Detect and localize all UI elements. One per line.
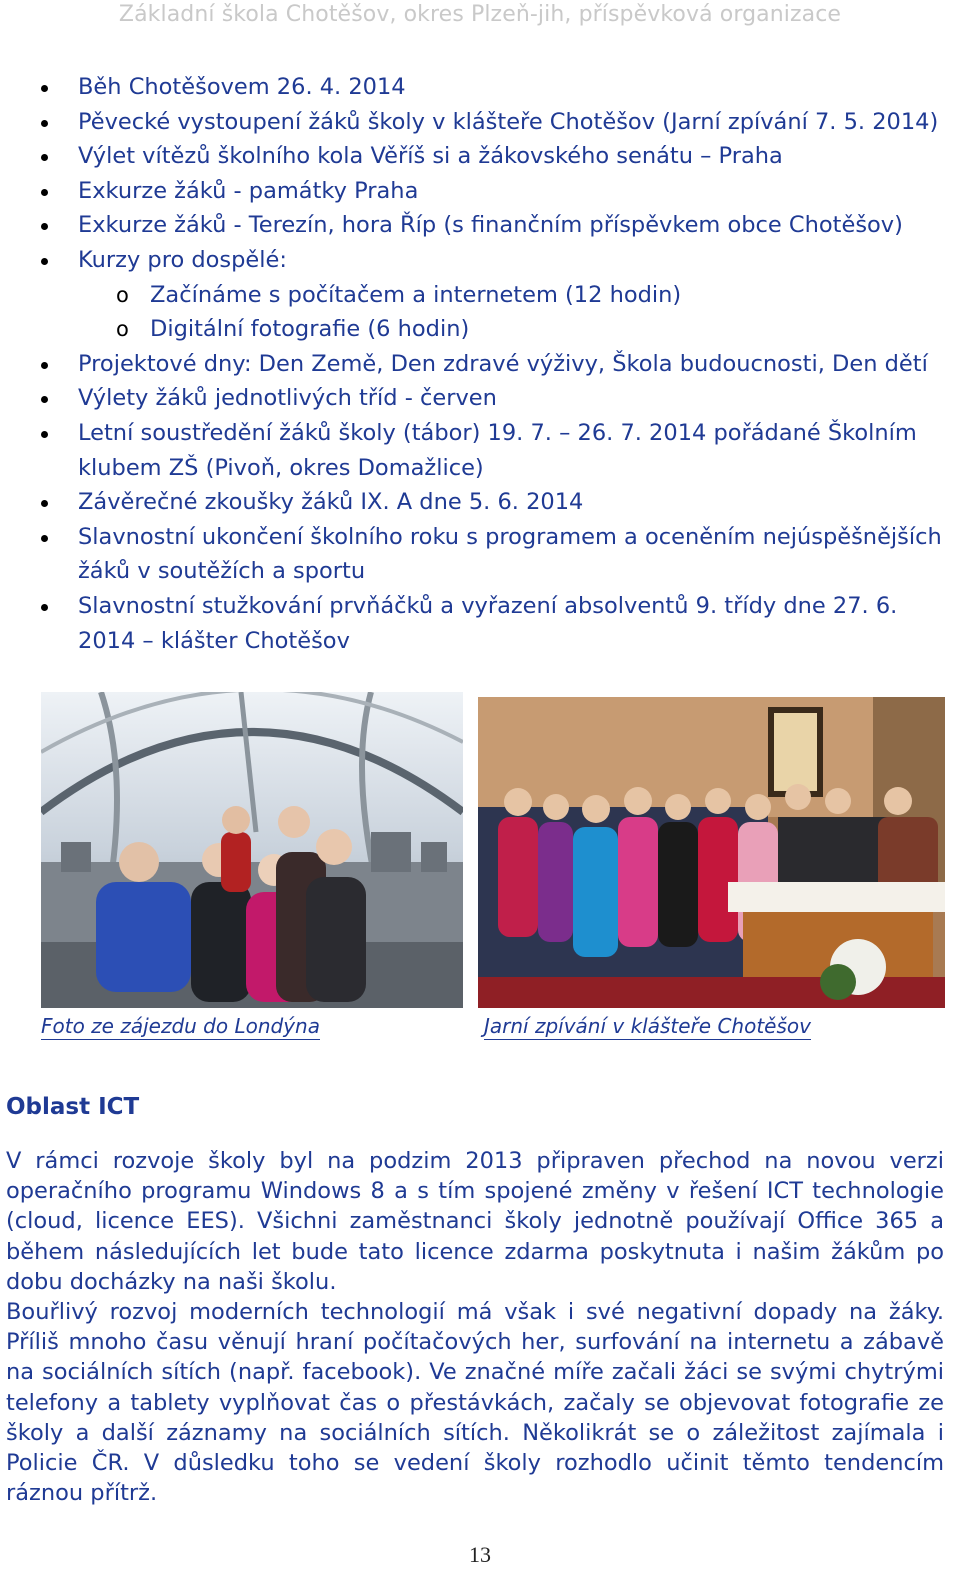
- list-item: Běh Chotěšovem 26. 4. 2014: [0, 70, 960, 105]
- bullet-icon: [41, 362, 48, 369]
- bullet-icon: [41, 431, 48, 438]
- list-item: Výlety žáků jednotlivých tříd - červen: [0, 381, 960, 416]
- london-photo: [41, 692, 463, 1008]
- list-item: Kurzy pro dospělé: o Začínáme s počítačem a internetem (12 hodin) o Digitální fotografie (6 hodin): [0, 243, 960, 347]
- list-item: Slavnostní ukončení školního roku s programem a oceněním nejúspěšnějších žáků v soutěžích a sportu: [0, 520, 960, 589]
- list-item: Letní soustředění žáků školy (tábor) 19. 7. – 26. 7. 2014 pořádané Školním klubem ZŠ (Pivoň, okres Domažlice): [0, 416, 960, 485]
- bullet-icon: [41, 535, 48, 542]
- ict-paragraph-1: V rámci rozvoje školy byl na podzim 2013 připraven přechod na novou verzi operačního programu Windows 8 a s tím spojené změny v řešení ICT technologie (cloud, licence EES). Všichni zaměstnanci školy jednotně používají Office 365 a během následujících let bude tato licence zdarma poskytnuta i našim žákům po dobu docházky na naši školu.: [6, 1148, 944, 1295]
- circle-bullet-icon: o: [116, 317, 129, 342]
- list-item: Exkurze žáků - Terezín, hora Říp (s finančním příspěvkem obce Chotěšov): [0, 208, 960, 243]
- list-item: Exkurze žáků - památky Praha: [0, 174, 960, 209]
- london-photo-caption: Foto ze zájezdu do Londýna: [41, 1014, 320, 1038]
- bullet-icon: [41, 120, 48, 127]
- activities-list: [0, 70, 960, 658]
- list-item: Projektové dny: Den Země, Den zdravé výživy, Škola budoucnosti, Den dětí: [0, 347, 960, 382]
- circle-bullet-icon: o: [116, 282, 129, 307]
- list-item: Pěvecké vystoupení žáků školy v klášteře Chotěšov (Jarní zpívání 7. 5. 2014): [0, 105, 960, 140]
- bullet-icon: [41, 189, 48, 196]
- bullet-icon: [41, 223, 48, 230]
- list-item: Slavnostní stužkování prvňáčků a vyřazení absolventů 9. třídy dne 27. 6. 2014 – klášter Chotěšov: [0, 589, 960, 658]
- sub-list-item: o Začínáme s počítačem a internetem (12 hodin): [0, 278, 948, 313]
- page-header: Základní škola Chotěšov, okres Plzeň-jih, příspěvková organizace: [118, 2, 842, 27]
- bullet-icon: [41, 604, 48, 611]
- choir-photo: [478, 697, 945, 1008]
- bullet-icon: [41, 500, 48, 507]
- list-item: Výlet vítězů školního kola Věříš si a žákovského senátu – Praha: [0, 139, 960, 174]
- choir-photo-caption: Jarní zpívání v klášteře Chotěšov: [484, 1014, 811, 1038]
- section-title: Oblast ICT: [6, 1094, 140, 1120]
- ict-paragraph-2: Bouřlivý rozvoj moderních technologií má však i své negativní dopady na žáky. Příliš mnoho času věnují hraní počítačových her, surfování na internetu a zábavě na sociálních sítích (např. facebook). Ve značné míře začali žáci se svými chytrými telefony a tablety vyplňovat čas o přestávkách, začaly se objevovat fotografie ze školy a další záznamy na sociálních sítích. Několikrát se o záležitost zajímala i Policie ČR. V důsledku toho se vedení školy rozhodlo učinit těmto tendencím ráznou přítrž.: [6, 1299, 944, 1507]
- bullet-icon: [41, 85, 48, 92]
- page-number: 13: [469, 1542, 491, 1567]
- sub-list: [78, 278, 948, 347]
- bullet-icon: [41, 396, 48, 403]
- list-item: Závěrečné zkoušky žáků IX. A dne 5. 6. 2014: [0, 485, 960, 520]
- bullet-icon: [41, 258, 48, 265]
- sub-list-item: o Digitální fotografie (6 hodin): [0, 312, 948, 347]
- bullet-icon: [41, 154, 48, 161]
